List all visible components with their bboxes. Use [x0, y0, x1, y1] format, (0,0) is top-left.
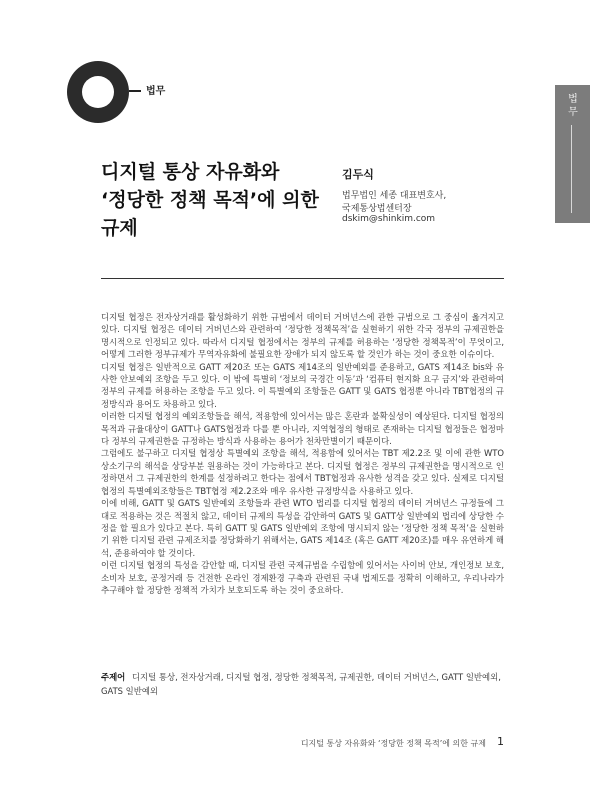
abstract-paragraph-4: 그럼에도 불구하고 디지털 협정상 특별예외 조항을 해석, 적용함에 있어서는 TBT 제2.2조 및 이에 관한 WTO 상소기구의 해석을 상당부분 원용하는 것이 가능하다고 본다. 디지털 협정은 정부의 규제권한을 명시적으로 인정하면서 그 규제권한의 한계를 설정하려고 한다는 점에서 TBT협정과 유사한 성격을 갖고 있다. 실제로 디지털 협정의 특별예외조항들은 TBT협정 제2.2조와 매우 유사한 규정방식을 사용하고 있다. — [101, 448, 504, 496]
abstract-paragraph-3: 이러한 디지털 협정의 예외조항들을 해석, 적용함에 있어서는 많은 혼란과 불확실성이 예상된다. 디지털 협정의 목적과 규율대상이 GATT나 GATS협정과 다를 뿐 아니라, 지역협정의 형태로 존재하는 디지털 협정들은 협정마다 정부의 규제권한을 규정하는 방식과 사용하는 용어가 천차만별이기 때문이다. — [101, 411, 504, 447]
category-dash — [129, 90, 141, 92]
article-title — [101, 158, 331, 242]
running-footer-title: 디지털 통상 자유화와 ‘정당한 정책 목적’에 의한 규제 — [300, 739, 486, 748]
side-tab-label: 법무 — [568, 94, 578, 118]
side-tab-line — [571, 125, 572, 213]
author-position: 국제통상법센터장 — [342, 204, 412, 214]
title-line-1: 디지털 통상 자유화와 — [101, 161, 280, 183]
author-affiliation: 법무법인 세종 대표변호사, — [342, 191, 447, 201]
abstract-paragraph-1: 디지털 협정은 전자상거래를 활성화하기 위한 규범에서 데이터 거버넌스에 관한 규범으로 그 중심이 옮겨지고 있다. 디지털 협정은 데이터 거버넌스와 관련하여 ‘정당한 정책목적’을 실현하기 위한 각국 정부의 규제권한을 명시적으로 인정되고 있다. 따라서 디지털 협정에서는 정부의 규제를 허용하는 ‘정당한 정책목적’이 무엇이고, 어떻게 그러한 정부규제가 무역자유화에 불필요한 장애가 되지 않도록 할 것인가 하는 것이 중요한 이슈이다. — [101, 312, 504, 360]
keywords-label: 주제어 — [101, 672, 126, 682]
keywords-block — [101, 670, 511, 698]
author-name: 김두식 — [342, 168, 374, 181]
abstract-body — [101, 311, 504, 596]
section-ring-graphic — [67, 61, 129, 123]
abstract-paragraph-5: 이에 비해, GATT 및 GATS 일반예외 조항들과 관련 WTO 법리를 디지털 협정의 데이터 거버넌스 규정들에 그대로 적용하는 것은 적절치 않고, 데이터 규제의 특성을 감안하여 GATS 및 GATT상 일반예외 법리에 상당한 수정을 할 필요가 있다고 본다. 특히 GATT 및 GATS 일반예외 조항에 명시되지 않는 ‘정당한 정책 목적’을 실현하기 위한 디지털 관련 규제조치를 정당화하기 위해서는, GATS 제14조 (혹은 GATT 제20조)를 매우 유연하게 해석, 준용하여야 할 것이다. — [101, 498, 504, 558]
abstract-paragraph-2: 디지털 협정은 일반적으로 GATT 제20조 또는 GATS 제14조의 일반예외를 준용하고, GATS 제14조 bis와 유사한 안보예외 조항을 두고 있다. 이 밖에 특별히 ‘정보의 국경간 이동’과 ‘컴퓨터 현지화 요구 금지’와 관련하여 정부의 규제를 허용하는 조항을 두고 있다. 이 특별예외 조항들은 GATT 및 GATS 협정뿐 아니라 TBT협정의 규정방식과 용어도 차용하고 있다. — [101, 361, 504, 409]
side-section-tab — [555, 85, 590, 223]
title-line-2: ‘정당한 정책 목적’에 의한 — [101, 189, 319, 211]
abstract-paragraph-6: 이런 디지털 협정의 특성을 감안할 때, 디지털 관련 국제규범을 수립함에 있어서는 사이버 안보, 개인정보 보호, 소비자 보호, 공정거래 등 건전한 온라인 경제환경 구축과 관련된 국내 법제도를 정확히 이해하고, 우리나라가 추구해야 할 정당한 정책적 가치가 보호되도록 하는 것이 중요하다. — [101, 560, 504, 595]
author-email[interactable]: dskim@shinkim.com — [342, 214, 436, 224]
title-line-3: 규제 — [101, 217, 138, 239]
category-label: 법무 — [146, 86, 166, 97]
header-divider — [101, 278, 504, 279]
page-number: 1 — [497, 735, 504, 748]
keywords-text: 디지털 통상, 전자상거래, 디지털 협정, 정당한 정책목적, 규제권한, 데이터 거버넌스, GATT 일반예외, GATS 일반예외 — [101, 672, 501, 696]
